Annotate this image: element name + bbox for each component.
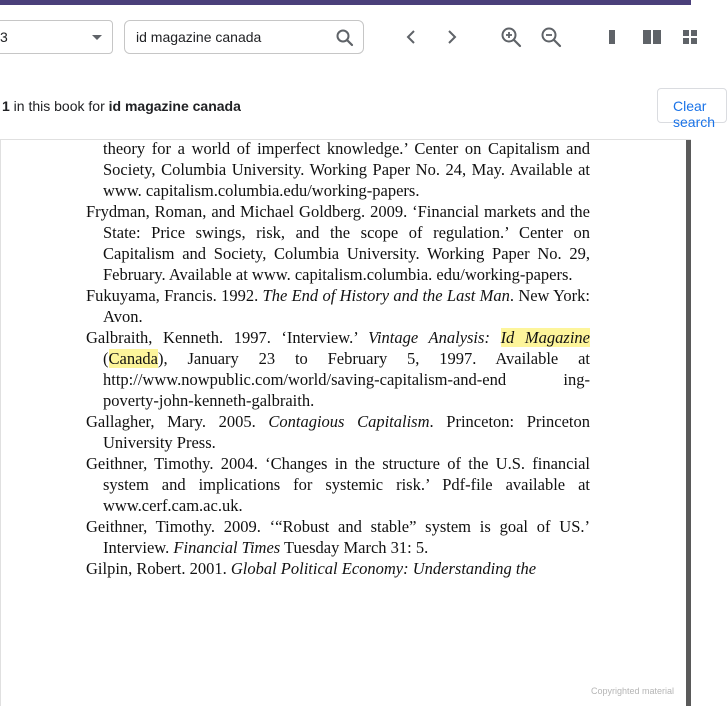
reference-entry: Geithner, Timothy. 2009. ‘“Robust and stable” system is goal of US.’ Interview. Financial Times Tuesday March 31: 5. — [86, 517, 590, 557]
copyright-note: Copyrighted material — [590, 686, 674, 696]
search-icon[interactable] — [335, 28, 355, 48]
chevron-down-icon — [92, 35, 102, 40]
single-page-view-button[interactable] — [600, 25, 624, 49]
reference-entry: Gilpin, Robert. 2001. Global Political Economy: Understanding the — [86, 559, 537, 578]
search-highlight: Canada — [108, 349, 158, 368]
clear-search-button[interactable] — [657, 88, 727, 130]
next-page-button[interactable] — [440, 25, 464, 49]
result-query: id magazine canada — [108, 98, 241, 114]
search-highlight: Id Magazine — [500, 328, 590, 347]
book-viewer[interactable] — [0, 140, 691, 706]
toolbar — [0, 5, 691, 72]
zoom-in-button[interactable] — [499, 25, 523, 49]
search-box[interactable] — [124, 20, 364, 54]
book-page — [0, 140, 686, 706]
reference-entry: Gallagher, Mary. 2005. Contagious Capitalism. Princeton: Princeton University Press. — [86, 412, 590, 452]
zoom-out-button[interactable] — [539, 25, 563, 49]
page-select[interactable] — [0, 20, 113, 54]
previous-page-button[interactable] — [399, 25, 423, 49]
search-result-summary — [2, 98, 241, 114]
reference-entry: Galbraith, Kenneth. 1997. ‘Interview.’ Vintage Analysis: Id Magazine (Canada), January 23 to February 5, 1997. Available at http://www.nowpublic.com/world/saving-capitalism-and-end ing-poverty-john-kenneth-galbraith. — [86, 328, 590, 410]
grid-view-button[interactable] — [678, 25, 702, 49]
single-page-icon — [606, 29, 618, 45]
grid-view-icon — [682, 29, 698, 45]
page-select-value: 3 — [0, 29, 8, 45]
result-middle-text: in this book for — [9, 98, 109, 114]
zoom-out-icon — [540, 26, 562, 48]
scrollbar[interactable] — [686, 140, 691, 706]
chevron-right-icon — [445, 29, 459, 45]
bibliography — [86, 138, 590, 579]
search-input[interactable] — [136, 28, 331, 46]
search-results-bar — [0, 71, 716, 140]
two-page-icon — [642, 29, 662, 45]
reference-entry: Geithner, Timothy. 2004. ‘Changes in the structure of the U.S. financial system and implications for systemic risk.’ Pdf-file available at www.cerf.cam.ac.uk. — [86, 454, 590, 515]
chevron-left-icon — [404, 29, 418, 45]
reference-entry: Frydman, Roman, and Michael Goldberg. 2009. ‘Financial markets and the State: Price swings, risk, and the scope of regulation.’ Center on Capitalism and Society, Columbia University. Working Paper No. 29, February. Available at www. capitalism.columbia. edu/working-papers. — [86, 202, 590, 284]
reference-entry: Fukuyama, Francis. 1992. The End of History and the Last Man. New York: Avon. — [86, 286, 591, 326]
two-page-view-button[interactable] — [640, 25, 664, 49]
clear-search-label: Clear search — [673, 98, 716, 130]
reference-entry: theory for a world of imperfect knowledge.’ Center on Capitalism and Society, Columbia University. Working Paper No. 24, May. Available at www. capitalism.columbia.edu/working-papers. — [103, 139, 590, 200]
result-count: 1 — [2, 98, 10, 114]
zoom-in-icon — [500, 26, 522, 48]
